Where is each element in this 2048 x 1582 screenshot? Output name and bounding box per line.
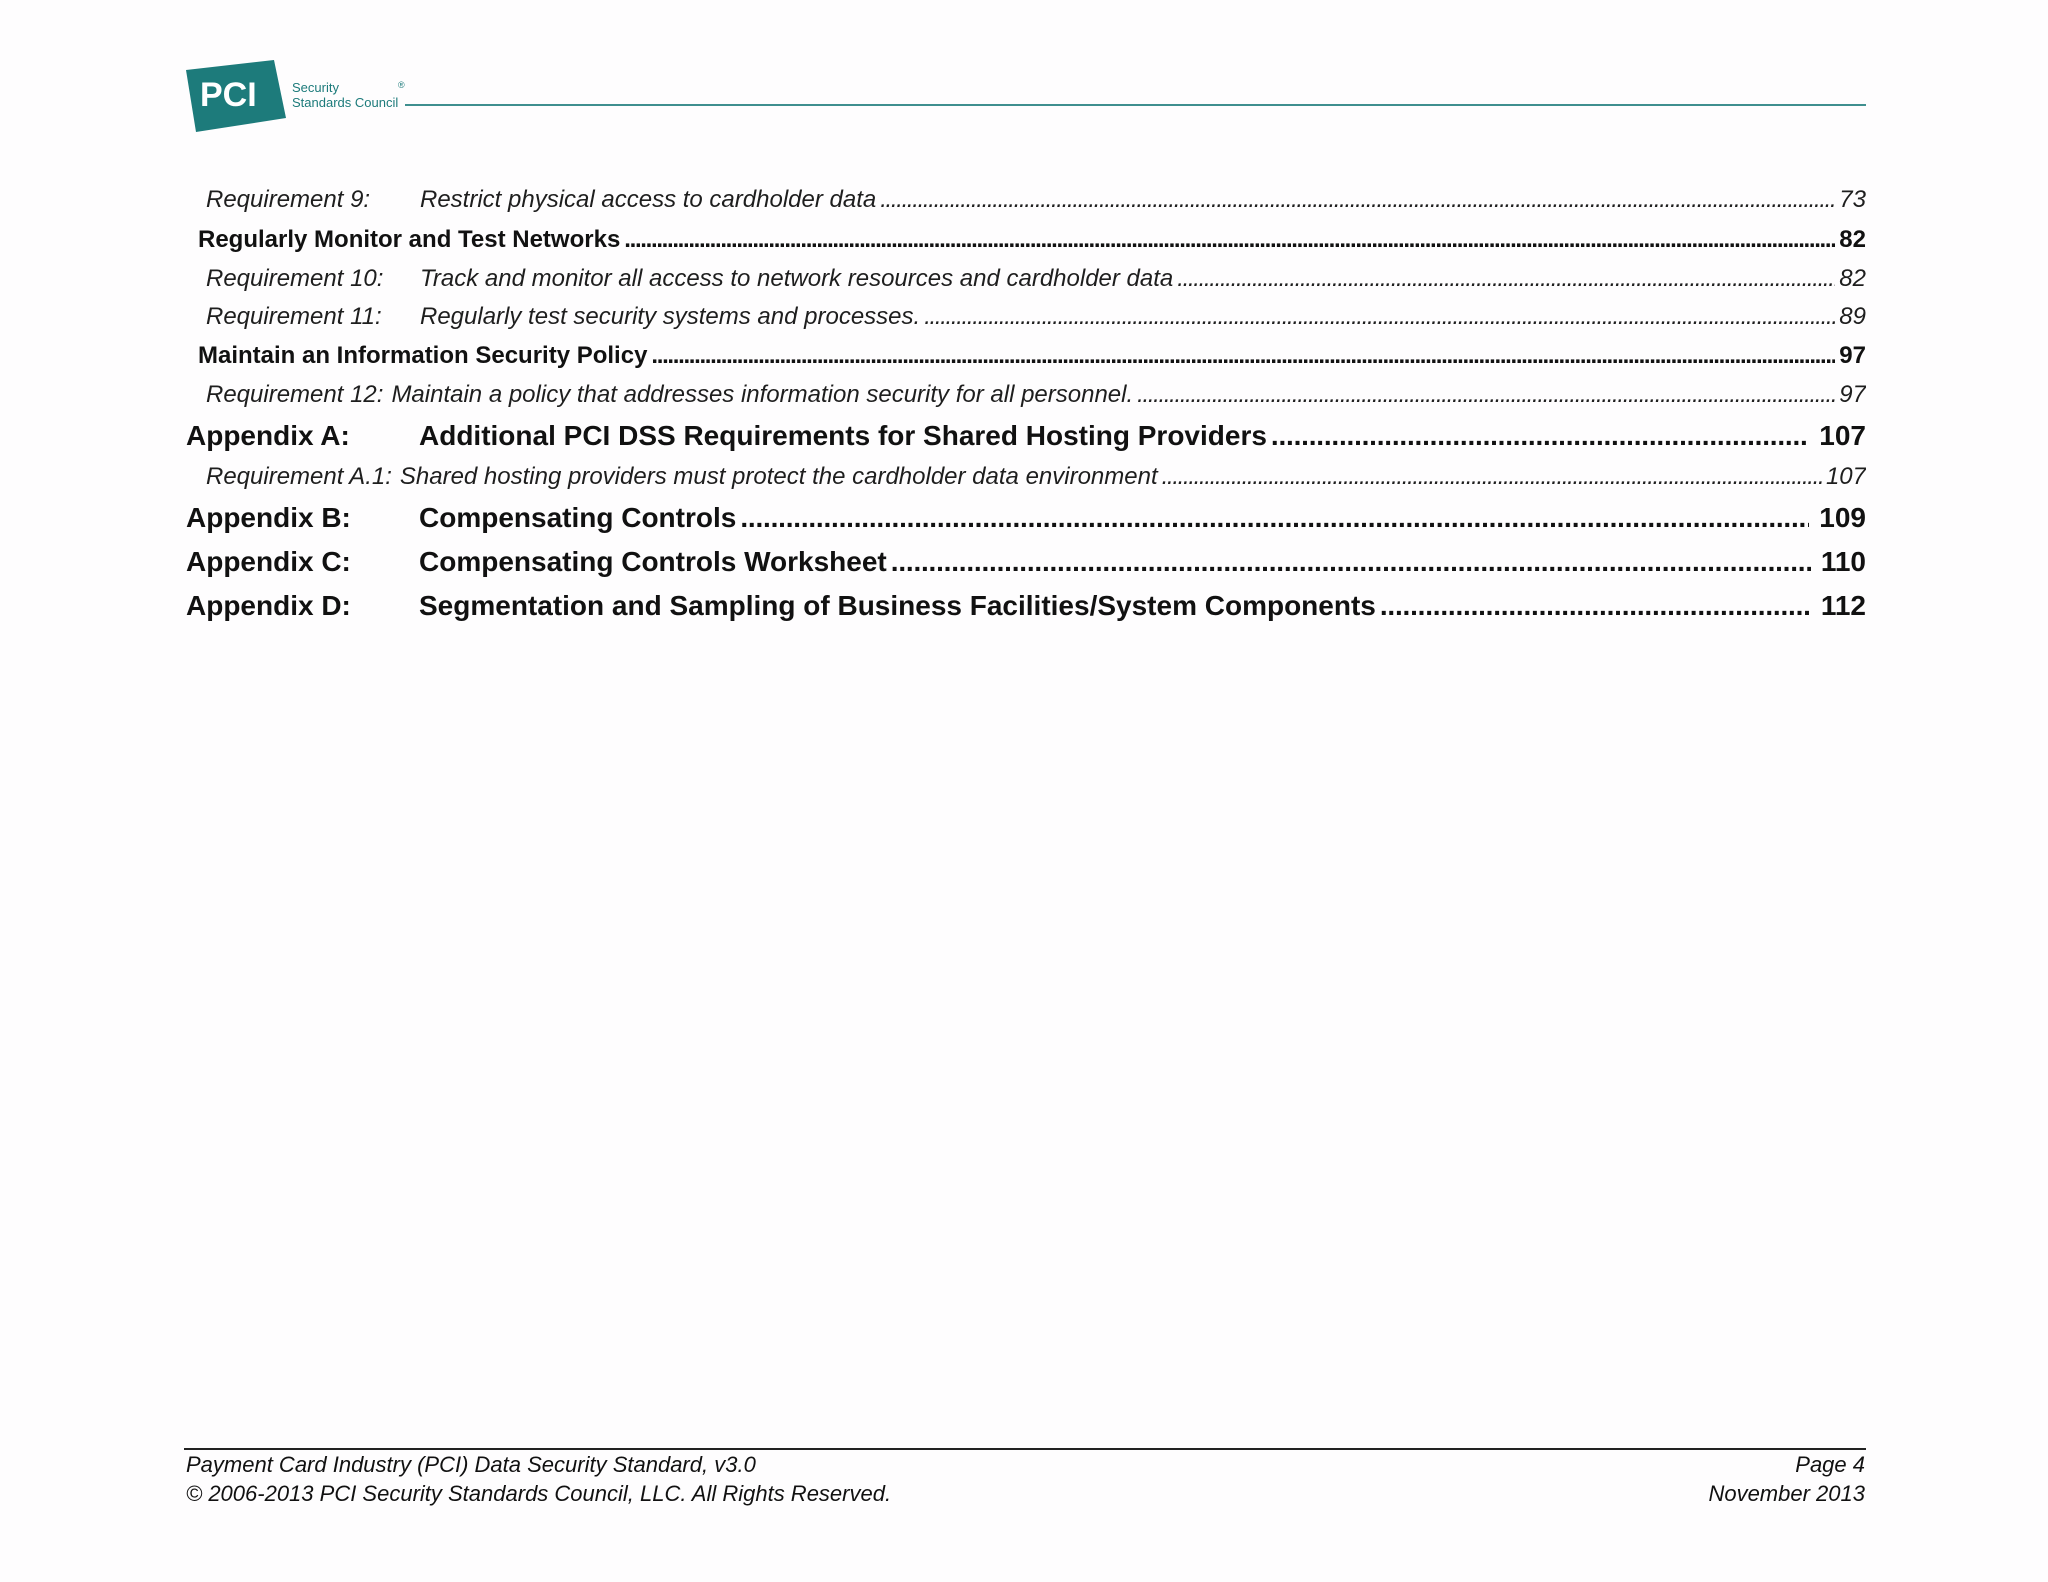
toc-row-appendix-b[interactable] bbox=[186, 502, 1866, 534]
toc-leader bbox=[1177, 265, 1835, 293]
toc-label: Requirement A.1: bbox=[206, 463, 392, 490]
toc-row-monitor-networks[interactable] bbox=[186, 226, 1866, 254]
toc-row-requirement-9[interactable] bbox=[186, 186, 1866, 214]
toc-page-number: 73 bbox=[1839, 186, 1866, 213]
toc-leader bbox=[891, 546, 1811, 578]
toc-title: Compensating Controls bbox=[419, 502, 737, 533]
toc-label: Requirement 11: bbox=[206, 303, 382, 330]
toc-page-number: 89 bbox=[1839, 303, 1866, 330]
toc-row-requirement-11[interactable] bbox=[186, 303, 1866, 331]
toc-title: Additional PCI DSS Requirements for Shared Hosting Providers bbox=[419, 420, 1267, 451]
toc-title: Regularly Monitor and Test Networks bbox=[198, 226, 621, 253]
footer-copyright: © 2006-2013 PCI Security Standards Council, LLC. All Rights Reserved. bbox=[186, 1481, 892, 1506]
toc-row-appendix-d[interactable] bbox=[186, 590, 1866, 622]
logo-sub-security: Security bbox=[292, 80, 339, 95]
toc-row-appendix-a[interactable] bbox=[186, 420, 1866, 452]
toc-leader bbox=[1162, 463, 1822, 491]
toc-row-appendix-c[interactable] bbox=[186, 546, 1866, 578]
toc-label: Appendix D: bbox=[186, 590, 351, 621]
toc-page-number: 97 bbox=[1839, 342, 1866, 369]
footer-rule bbox=[184, 1448, 1866, 1450]
toc-leader bbox=[1380, 590, 1811, 622]
toc-leader bbox=[1271, 420, 1809, 452]
toc-label: Requirement 9: bbox=[206, 186, 371, 213]
pci-logo bbox=[184, 58, 414, 132]
toc-label: Appendix B: bbox=[186, 502, 351, 533]
toc-row-security-policy[interactable] bbox=[186, 342, 1866, 370]
toc-title: Segmentation and Sampling of Business Facilities/System Components bbox=[419, 590, 1376, 621]
toc-title: Maintain an Information Security Policy bbox=[198, 342, 648, 369]
toc-title: Restrict physical access to cardholder data bbox=[420, 186, 877, 213]
toc-label: Appendix C: bbox=[186, 546, 351, 577]
toc-leader bbox=[880, 186, 1835, 214]
toc-page-number: 110 bbox=[1820, 546, 1866, 577]
toc-title: Regularly test security systems and processes. bbox=[420, 303, 921, 330]
toc-title: Shared hosting providers must protect the cardholder data environment bbox=[399, 463, 1158, 490]
toc-leader bbox=[740, 502, 1809, 534]
toc-page-number: 107 bbox=[1825, 463, 1866, 490]
toc-title: Compensating Controls Worksheet bbox=[419, 546, 887, 577]
toc-page-number: 82 bbox=[1839, 265, 1866, 292]
logo-sub-council: Standards Council bbox=[292, 95, 399, 110]
toc-leader bbox=[651, 342, 1835, 370]
toc-label: Appendix A: bbox=[186, 420, 350, 451]
toc-row-requirement-12[interactable] bbox=[186, 381, 1866, 409]
toc-page-number: 112 bbox=[1820, 590, 1866, 621]
toc-leader bbox=[924, 303, 1835, 331]
toc-page-number: 107 bbox=[1819, 420, 1866, 451]
logo-text: PCI bbox=[200, 76, 257, 114]
header-rule bbox=[405, 104, 1866, 106]
toc-leader bbox=[624, 226, 1835, 254]
footer-date: November 2013 bbox=[1708, 1481, 1865, 1506]
toc-row-requirement-10[interactable] bbox=[186, 265, 1866, 293]
toc-title: Maintain a policy that addresses information security for all personnel. bbox=[391, 381, 1134, 408]
footer-document-title: Payment Card Industry (PCI) Data Security Standard, v3.0 bbox=[186, 1452, 756, 1477]
toc-leader bbox=[1137, 381, 1835, 409]
toc-page-number: 109 bbox=[1819, 502, 1866, 533]
toc-row-requirement-a1[interactable] bbox=[186, 463, 1866, 491]
toc-label: Requirement 10: bbox=[206, 265, 384, 292]
logo-registered-mark: ® bbox=[398, 80, 405, 90]
toc-page-number: 82 bbox=[1839, 226, 1866, 253]
toc-page-number: 97 bbox=[1839, 381, 1866, 408]
toc-label: Requirement 12: bbox=[206, 381, 384, 408]
footer-page-number: Page 4 bbox=[1795, 1452, 1865, 1477]
toc-title: Track and monitor all access to network resources and cardholder data bbox=[420, 265, 1174, 292]
